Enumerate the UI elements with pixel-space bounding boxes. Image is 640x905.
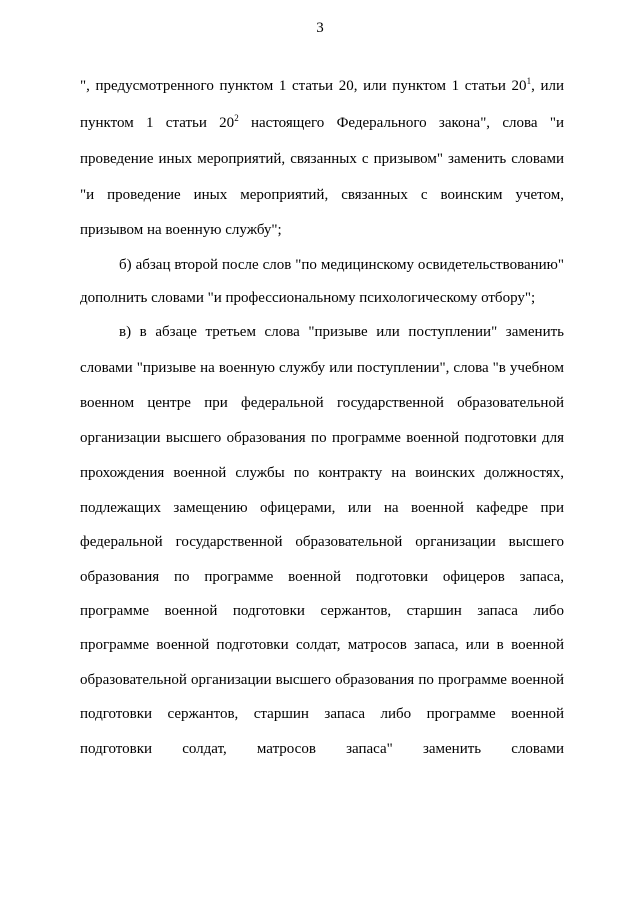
superscript: 1 — [526, 76, 532, 86]
text-line: программе военной подготовки сержантов, старшин запаса либо — [80, 603, 564, 619]
text-line: образовательной организации высшего образования по программе военной — [80, 672, 564, 688]
superscript: 2 — [234, 113, 239, 123]
text-line: б) абзац второй после слов "по медицинскому освидетельствованию" — [119, 257, 564, 273]
text-line: словами "призыве на военную службу или поступлении", слова "в учебном — [80, 360, 564, 376]
text-line: федеральной государственной образовательной организации высшего — [80, 534, 564, 550]
text-line: "и проведение иных мероприятий, связанных с воинским учетом, — [80, 187, 564, 203]
text-line: подготовки сержантов, старшин запаса либо программе военной — [80, 706, 564, 722]
text-line: подготовки солдат, матросов запаса" заменить словами — [80, 741, 564, 757]
text-line: военном центре при федеральной государственной образовательной — [80, 395, 564, 411]
page-number: 3 — [316, 20, 324, 36]
text-line: подлежащих замещению офицерами, или на военной кафедре при — [80, 500, 564, 516]
text-line: призывом на военную службу"; — [80, 222, 282, 238]
text-line: дополнить словами "и профессиональному психологическому отбору"; — [80, 290, 536, 306]
text-line: проведение иных мероприятий, связанных с призывом" заменить словами — [80, 151, 564, 167]
text-line: программе военной подготовки солдат, матросов запаса, или в военной — [80, 637, 564, 653]
text-line: пунктом 1 статьи $20^2$ настоящего Федерального закона", слова "и — [80, 113, 564, 131]
text-line: организации высшего образования по программе военной подготовки для — [80, 430, 564, 446]
text-line: прохождения военной службы по контракту на воинских должностях, — [80, 465, 564, 481]
text-line: в) в абзаце третьем слова "призыве или поступлении" заменить — [119, 324, 564, 340]
text-line: ", предусмотренного пунктом 1 статьи 20, или пунктом 1 статьи $20^1$, или — [80, 76, 565, 94]
text-line: образования по программе военной подготовки офицеров запаса, — [80, 569, 564, 585]
